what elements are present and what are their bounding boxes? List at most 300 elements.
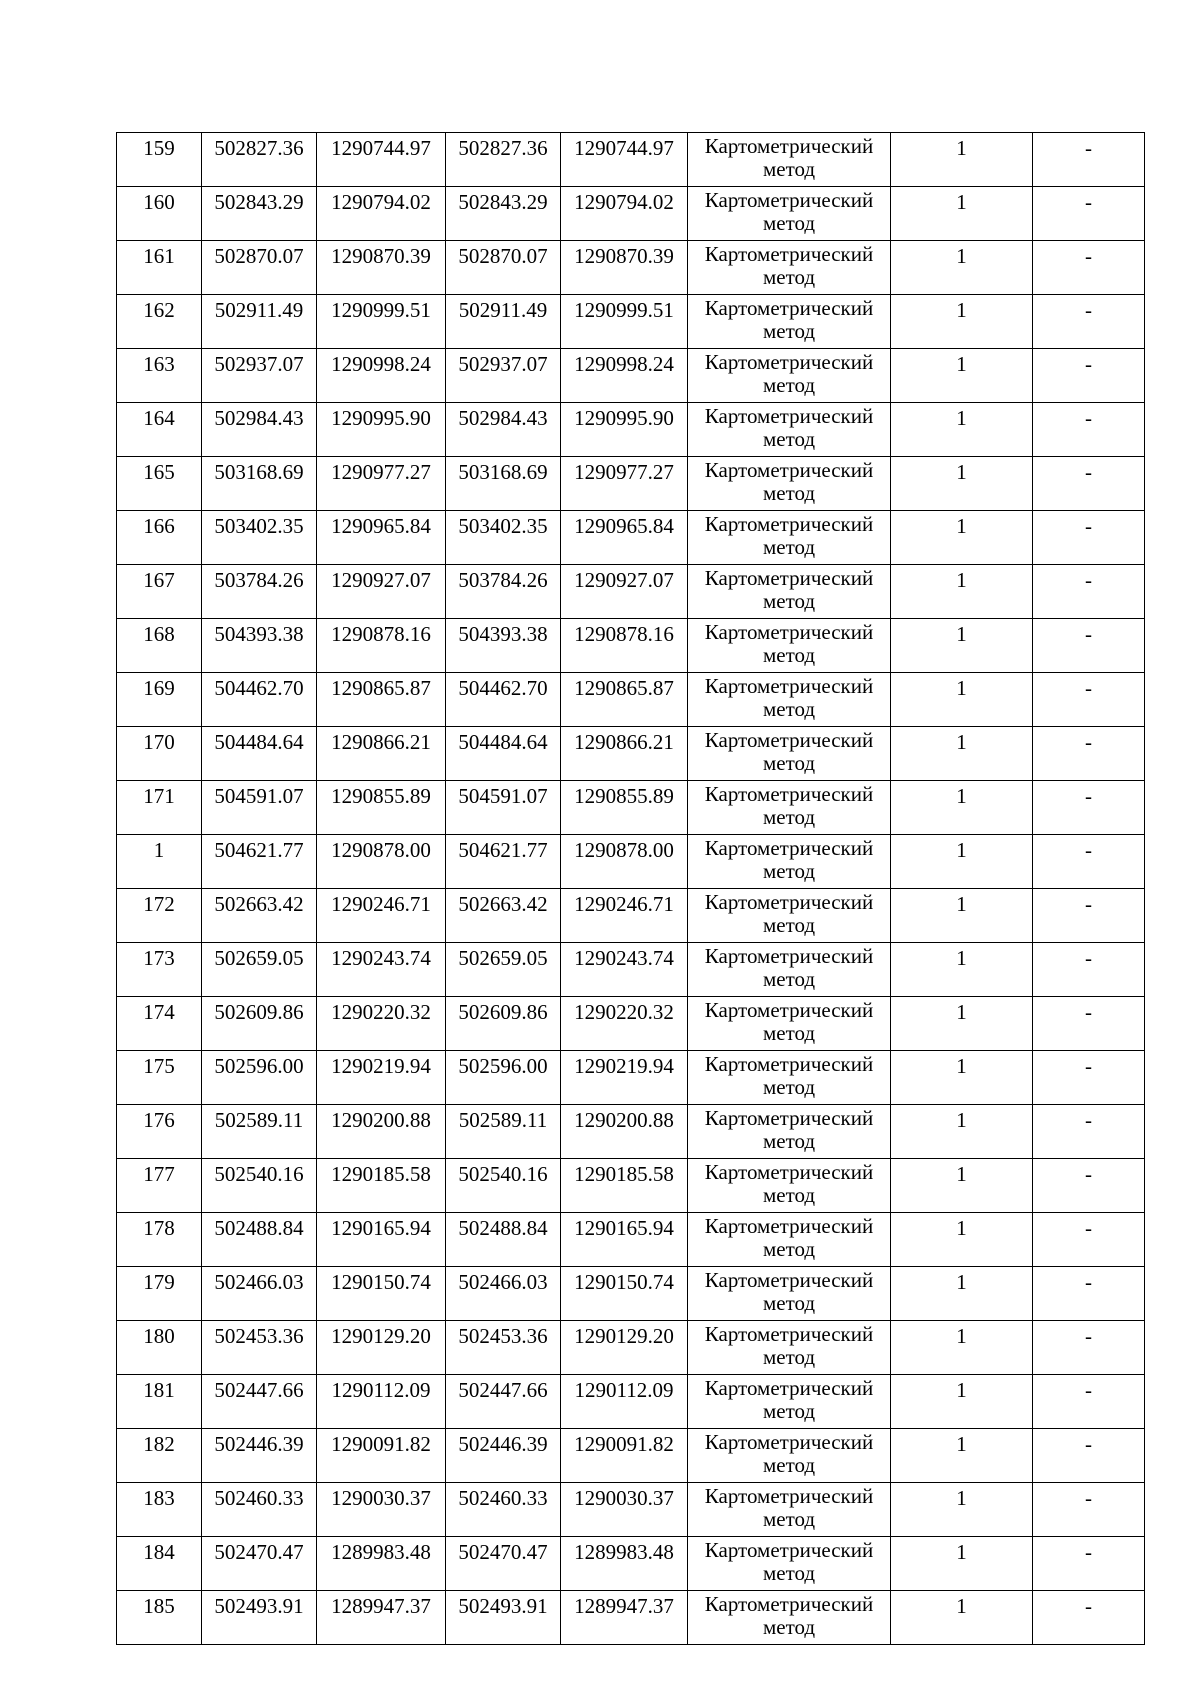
- y-new-cell: 1290870.39: [561, 241, 688, 295]
- description-cell: -: [1033, 349, 1145, 403]
- method-cell: [688, 1267, 891, 1321]
- method-cell: [688, 673, 891, 727]
- method-cell: [688, 457, 891, 511]
- x-new-cell: 503402.35: [446, 511, 561, 565]
- method-line2: метод: [762, 913, 816, 937]
- accuracy-cell: 1: [891, 1591, 1033, 1645]
- y-new-cell: 1290965.84: [561, 511, 688, 565]
- point-number-cell: 185: [117, 1591, 202, 1645]
- y-existing-cell: 1290150.74: [317, 1267, 446, 1321]
- method-cell: [688, 727, 891, 781]
- accuracy-cell: 1: [891, 1267, 1033, 1321]
- accuracy-cell: 1: [891, 1321, 1033, 1375]
- table-row: [117, 781, 1145, 835]
- method-line2: метод: [762, 751, 816, 775]
- description-cell: -: [1033, 241, 1145, 295]
- y-new-cell: 1289983.48: [561, 1537, 688, 1591]
- x-existing-cell: 502470.47: [202, 1537, 317, 1591]
- x-new-cell: 502937.07: [446, 349, 561, 403]
- method-cell: [688, 1105, 891, 1159]
- accuracy-cell: 1: [891, 835, 1033, 889]
- method-line1: Картометрический: [704, 566, 874, 590]
- table-row: [117, 1105, 1145, 1159]
- y-existing-cell: 1290866.21: [317, 727, 446, 781]
- table-row: [117, 295, 1145, 349]
- x-new-cell: 504393.38: [446, 619, 561, 673]
- accuracy-cell: 1: [891, 133, 1033, 187]
- description-cell: -: [1033, 889, 1145, 943]
- method-line2: метод: [762, 427, 816, 451]
- point-number-cell: 181: [117, 1375, 202, 1429]
- x-existing-cell: 504462.70: [202, 673, 317, 727]
- table-row: [117, 1159, 1145, 1213]
- point-number-cell: 175: [117, 1051, 202, 1105]
- x-new-cell: 502984.43: [446, 403, 561, 457]
- x-new-cell: 502446.39: [446, 1429, 561, 1483]
- y-existing-cell: 1290112.09: [317, 1375, 446, 1429]
- table-row: [117, 943, 1145, 997]
- y-existing-cell: 1290246.71: [317, 889, 446, 943]
- description-cell: -: [1033, 1159, 1145, 1213]
- accuracy-cell: 1: [891, 1051, 1033, 1105]
- y-existing-cell: 1290870.39: [317, 241, 446, 295]
- method-line1: Картометрический: [704, 512, 874, 536]
- point-number-cell: 165: [117, 457, 202, 511]
- accuracy-cell: 1: [891, 565, 1033, 619]
- description-cell: -: [1033, 1375, 1145, 1429]
- accuracy-cell: 1: [891, 943, 1033, 997]
- point-number-cell: 182: [117, 1429, 202, 1483]
- x-existing-cell: 504621.77: [202, 835, 317, 889]
- x-new-cell: 502663.42: [446, 889, 561, 943]
- method-line1: Картометрический: [704, 1484, 874, 1508]
- x-existing-cell: 502870.07: [202, 241, 317, 295]
- x-existing-cell: 503784.26: [202, 565, 317, 619]
- x-new-cell: 502470.47: [446, 1537, 561, 1591]
- method-line1: Картометрический: [704, 1376, 874, 1400]
- description-cell: -: [1033, 457, 1145, 511]
- method-cell: [688, 1213, 891, 1267]
- x-new-cell: 502488.84: [446, 1213, 561, 1267]
- point-number-cell: 1: [117, 835, 202, 889]
- method-cell: [688, 241, 891, 295]
- method-cell: [688, 349, 891, 403]
- method-line1: Картометрический: [704, 1592, 874, 1616]
- x-new-cell: 502460.33: [446, 1483, 561, 1537]
- description-cell: -: [1033, 727, 1145, 781]
- point-number-cell: 172: [117, 889, 202, 943]
- table-row: [117, 673, 1145, 727]
- accuracy-cell: 1: [891, 511, 1033, 565]
- y-existing-cell: 1290878.16: [317, 619, 446, 673]
- point-number-cell: 179: [117, 1267, 202, 1321]
- point-number-cell: 176: [117, 1105, 202, 1159]
- method-cell: [688, 943, 891, 997]
- method-line2: метод: [762, 481, 816, 505]
- description-cell: -: [1033, 1321, 1145, 1375]
- accuracy-cell: 1: [891, 295, 1033, 349]
- x-existing-cell: 502493.91: [202, 1591, 317, 1645]
- method-cell: [688, 511, 891, 565]
- point-number-cell: 161: [117, 241, 202, 295]
- y-new-cell: 1290878.00: [561, 835, 688, 889]
- point-number-cell: 166: [117, 511, 202, 565]
- x-existing-cell: 502843.29: [202, 187, 317, 241]
- method-line1: Картометрический: [704, 890, 874, 914]
- x-new-cell: 504462.70: [446, 673, 561, 727]
- x-existing-cell: 502663.42: [202, 889, 317, 943]
- point-number-cell: 170: [117, 727, 202, 781]
- method-cell: [688, 565, 891, 619]
- method-cell: [688, 1159, 891, 1213]
- point-number-cell: 177: [117, 1159, 202, 1213]
- description-cell: -: [1033, 781, 1145, 835]
- y-existing-cell: 1290927.07: [317, 565, 446, 619]
- method-line2: метод: [762, 1615, 816, 1639]
- method-line1: Картометрический: [704, 404, 874, 428]
- method-line2: метод: [762, 1021, 816, 1045]
- y-existing-cell: 1290999.51: [317, 295, 446, 349]
- method-line2: метод: [762, 1129, 816, 1153]
- method-line1: Картометрический: [704, 1430, 874, 1454]
- y-existing-cell: 1290878.00: [317, 835, 446, 889]
- method-cell: [688, 1483, 891, 1537]
- y-new-cell: 1290927.07: [561, 565, 688, 619]
- x-new-cell: 502843.29: [446, 187, 561, 241]
- y-new-cell: 1290243.74: [561, 943, 688, 997]
- description-cell: -: [1033, 511, 1145, 565]
- x-new-cell: 502493.91: [446, 1591, 561, 1645]
- y-existing-cell: 1290200.88: [317, 1105, 446, 1159]
- description-cell: -: [1033, 1105, 1145, 1159]
- y-new-cell: 1290165.94: [561, 1213, 688, 1267]
- y-existing-cell: 1290129.20: [317, 1321, 446, 1375]
- point-number-cell: 160: [117, 187, 202, 241]
- description-cell: -: [1033, 1213, 1145, 1267]
- x-existing-cell: 504393.38: [202, 619, 317, 673]
- x-existing-cell: 502453.36: [202, 1321, 317, 1375]
- x-new-cell: 504591.07: [446, 781, 561, 835]
- method-line1: Картометрический: [704, 1106, 874, 1130]
- y-new-cell: 1290977.27: [561, 457, 688, 511]
- y-new-cell: 1290995.90: [561, 403, 688, 457]
- table-row: [117, 835, 1145, 889]
- method-line1: Картометрический: [704, 296, 874, 320]
- description-cell: -: [1033, 295, 1145, 349]
- x-existing-cell: 503402.35: [202, 511, 317, 565]
- x-existing-cell: 502446.39: [202, 1429, 317, 1483]
- x-existing-cell: 502488.84: [202, 1213, 317, 1267]
- x-new-cell: 502659.05: [446, 943, 561, 997]
- point-number-cell: 169: [117, 673, 202, 727]
- point-number-cell: 174: [117, 997, 202, 1051]
- x-existing-cell: 502466.03: [202, 1267, 317, 1321]
- y-new-cell: 1290129.20: [561, 1321, 688, 1375]
- accuracy-cell: 1: [891, 1105, 1033, 1159]
- y-existing-cell: 1290794.02: [317, 187, 446, 241]
- table-row: [117, 619, 1145, 673]
- y-existing-cell: 1290091.82: [317, 1429, 446, 1483]
- y-new-cell: 1290866.21: [561, 727, 688, 781]
- method-cell: [688, 1591, 891, 1645]
- table-row: [117, 457, 1145, 511]
- x-new-cell: 502466.03: [446, 1267, 561, 1321]
- accuracy-cell: 1: [891, 187, 1033, 241]
- method-cell: [688, 889, 891, 943]
- coordinates-table: [116, 132, 1145, 1645]
- y-new-cell: 1290220.32: [561, 997, 688, 1051]
- method-line1: Картометрический: [704, 1268, 874, 1292]
- method-cell: [688, 997, 891, 1051]
- y-existing-cell: 1290185.58: [317, 1159, 446, 1213]
- y-new-cell: 1290794.02: [561, 187, 688, 241]
- y-existing-cell: 1290855.89: [317, 781, 446, 835]
- description-cell: -: [1033, 1429, 1145, 1483]
- accuracy-cell: 1: [891, 349, 1033, 403]
- table-row: [117, 1321, 1145, 1375]
- accuracy-cell: 1: [891, 1375, 1033, 1429]
- method-cell: [688, 619, 891, 673]
- y-new-cell: 1290865.87: [561, 673, 688, 727]
- x-new-cell: 502589.11: [446, 1105, 561, 1159]
- point-number-cell: 167: [117, 565, 202, 619]
- y-existing-cell: 1290865.87: [317, 673, 446, 727]
- point-number-cell: 159: [117, 133, 202, 187]
- x-new-cell: 502447.66: [446, 1375, 561, 1429]
- method-line2: метод: [762, 697, 816, 721]
- method-line2: метод: [762, 1399, 816, 1423]
- y-new-cell: 1290185.58: [561, 1159, 688, 1213]
- accuracy-cell: 1: [891, 457, 1033, 511]
- method-line2: метод: [762, 1075, 816, 1099]
- table-row: [117, 1267, 1145, 1321]
- accuracy-cell: 1: [891, 1159, 1033, 1213]
- accuracy-cell: 1: [891, 1213, 1033, 1267]
- table-row: [117, 133, 1145, 187]
- table-row: [117, 889, 1145, 943]
- method-cell: [688, 1375, 891, 1429]
- method-cell: [688, 1051, 891, 1105]
- x-new-cell: 502870.07: [446, 241, 561, 295]
- method-line1: Картометрический: [704, 242, 874, 266]
- y-new-cell: 1289947.37: [561, 1591, 688, 1645]
- x-new-cell: 502609.86: [446, 997, 561, 1051]
- method-line1: Картометрический: [704, 728, 874, 752]
- method-line1: Картометрический: [704, 1322, 874, 1346]
- table-row: [117, 1591, 1145, 1645]
- method-line2: метод: [762, 1183, 816, 1207]
- x-new-cell: 502827.36: [446, 133, 561, 187]
- description-cell: -: [1033, 997, 1145, 1051]
- method-line1: Картометрический: [704, 1160, 874, 1184]
- y-new-cell: 1290091.82: [561, 1429, 688, 1483]
- y-existing-cell: 1290998.24: [317, 349, 446, 403]
- point-number-cell: 164: [117, 403, 202, 457]
- accuracy-cell: 1: [891, 727, 1033, 781]
- description-cell: -: [1033, 403, 1145, 457]
- method-line1: Картометрический: [704, 674, 874, 698]
- y-new-cell: 1290855.89: [561, 781, 688, 835]
- y-existing-cell: 1290243.74: [317, 943, 446, 997]
- method-line2: метод: [762, 859, 816, 883]
- method-line2: метод: [762, 319, 816, 343]
- table-row: [117, 511, 1145, 565]
- table-row: [117, 997, 1145, 1051]
- table-row: [117, 1375, 1145, 1429]
- y-existing-cell: 1290219.94: [317, 1051, 446, 1105]
- description-cell: -: [1033, 673, 1145, 727]
- y-existing-cell: 1290030.37: [317, 1483, 446, 1537]
- method-line1: Картометрический: [704, 998, 874, 1022]
- x-new-cell: 502540.16: [446, 1159, 561, 1213]
- method-line1: Картометрический: [704, 350, 874, 374]
- point-number-cell: 173: [117, 943, 202, 997]
- method-line2: метод: [762, 1345, 816, 1369]
- accuracy-cell: 1: [891, 241, 1033, 295]
- point-number-cell: 163: [117, 349, 202, 403]
- y-existing-cell: 1290165.94: [317, 1213, 446, 1267]
- method-cell: [688, 403, 891, 457]
- accuracy-cell: 1: [891, 889, 1033, 943]
- description-cell: -: [1033, 1051, 1145, 1105]
- table-row: [117, 349, 1145, 403]
- x-new-cell: 502453.36: [446, 1321, 561, 1375]
- y-existing-cell: 1289983.48: [317, 1537, 446, 1591]
- x-existing-cell: 502937.07: [202, 349, 317, 403]
- x-existing-cell: 502659.05: [202, 943, 317, 997]
- description-cell: -: [1033, 1483, 1145, 1537]
- x-existing-cell: 504591.07: [202, 781, 317, 835]
- accuracy-cell: 1: [891, 403, 1033, 457]
- method-line2: метод: [762, 535, 816, 559]
- table-row: [117, 1483, 1145, 1537]
- method-line2: метод: [762, 1237, 816, 1261]
- description-cell: -: [1033, 835, 1145, 889]
- table-row: [117, 1213, 1145, 1267]
- method-line1: Картометрический: [704, 1052, 874, 1076]
- method-line1: Картометрический: [704, 620, 874, 644]
- y-new-cell: 1290744.97: [561, 133, 688, 187]
- description-cell: -: [1033, 1267, 1145, 1321]
- method-line1: Картометрический: [704, 458, 874, 482]
- point-number-cell: 184: [117, 1537, 202, 1591]
- method-line2: метод: [762, 1291, 816, 1315]
- accuracy-cell: 1: [891, 1429, 1033, 1483]
- x-existing-cell: 502540.16: [202, 1159, 317, 1213]
- method-line2: метод: [762, 805, 816, 829]
- method-cell: [688, 781, 891, 835]
- accuracy-cell: 1: [891, 673, 1033, 727]
- description-cell: -: [1033, 619, 1145, 673]
- table-row: [117, 1051, 1145, 1105]
- y-existing-cell: 1290744.97: [317, 133, 446, 187]
- y-existing-cell: 1290965.84: [317, 511, 446, 565]
- method-line2: метод: [762, 967, 816, 991]
- y-new-cell: 1290200.88: [561, 1105, 688, 1159]
- method-line2: метод: [762, 265, 816, 289]
- description-cell: -: [1033, 1591, 1145, 1645]
- method-line2: метод: [762, 1453, 816, 1477]
- description-cell: -: [1033, 943, 1145, 997]
- point-number-cell: 178: [117, 1213, 202, 1267]
- y-existing-cell: 1289947.37: [317, 1591, 446, 1645]
- y-new-cell: 1290112.09: [561, 1375, 688, 1429]
- x-existing-cell: 503168.69: [202, 457, 317, 511]
- y-existing-cell: 1290220.32: [317, 997, 446, 1051]
- method-cell: [688, 295, 891, 349]
- method-line1: Картометрический: [704, 944, 874, 968]
- x-existing-cell: 502609.86: [202, 997, 317, 1051]
- description-cell: -: [1033, 133, 1145, 187]
- method-line1: Картометрический: [704, 188, 874, 212]
- description-cell: -: [1033, 1537, 1145, 1591]
- description-cell: -: [1033, 565, 1145, 619]
- x-existing-cell: 502911.49: [202, 295, 317, 349]
- x-new-cell: 504621.77: [446, 835, 561, 889]
- x-existing-cell: 502827.36: [202, 133, 317, 187]
- point-number-cell: 183: [117, 1483, 202, 1537]
- point-number-cell: 162: [117, 295, 202, 349]
- point-number-cell: 171: [117, 781, 202, 835]
- x-existing-cell: 502460.33: [202, 1483, 317, 1537]
- method-cell: [688, 187, 891, 241]
- table-body: [117, 133, 1145, 1645]
- method-line1: Картометрический: [704, 1214, 874, 1238]
- x-existing-cell: 504484.64: [202, 727, 317, 781]
- method-line2: метод: [762, 1507, 816, 1531]
- x-new-cell: 502911.49: [446, 295, 561, 349]
- y-new-cell: 1290030.37: [561, 1483, 688, 1537]
- x-new-cell: 504484.64: [446, 727, 561, 781]
- table-row: [117, 565, 1145, 619]
- x-existing-cell: 502596.00: [202, 1051, 317, 1105]
- y-new-cell: 1290878.16: [561, 619, 688, 673]
- point-number-cell: 180: [117, 1321, 202, 1375]
- table-row: [117, 241, 1145, 295]
- accuracy-cell: 1: [891, 1483, 1033, 1537]
- method-cell: [688, 1429, 891, 1483]
- accuracy-cell: 1: [891, 619, 1033, 673]
- x-new-cell: 502596.00: [446, 1051, 561, 1105]
- x-existing-cell: 502984.43: [202, 403, 317, 457]
- method-line2: метод: [762, 643, 816, 667]
- y-new-cell: 1290998.24: [561, 349, 688, 403]
- method-line1: Картометрический: [704, 134, 874, 158]
- method-line2: метод: [762, 1561, 816, 1585]
- x-existing-cell: 502447.66: [202, 1375, 317, 1429]
- point-number-cell: 168: [117, 619, 202, 673]
- table-row: [117, 727, 1145, 781]
- method-line1: Картометрический: [704, 1538, 874, 1562]
- accuracy-cell: 1: [891, 781, 1033, 835]
- y-existing-cell: 1290977.27: [317, 457, 446, 511]
- method-cell: [688, 1321, 891, 1375]
- table-row: [117, 187, 1145, 241]
- method-line2: метод: [762, 589, 816, 613]
- description-cell: -: [1033, 187, 1145, 241]
- y-new-cell: 1290150.74: [561, 1267, 688, 1321]
- method-line2: метод: [762, 373, 816, 397]
- x-new-cell: 503168.69: [446, 457, 561, 511]
- method-line1: Картометрический: [704, 782, 874, 806]
- x-new-cell: 503784.26: [446, 565, 561, 619]
- table-row: [117, 1537, 1145, 1591]
- method-cell: [688, 133, 891, 187]
- y-existing-cell: 1290995.90: [317, 403, 446, 457]
- y-new-cell: 1290999.51: [561, 295, 688, 349]
- method-cell: [688, 835, 891, 889]
- x-existing-cell: 502589.11: [202, 1105, 317, 1159]
